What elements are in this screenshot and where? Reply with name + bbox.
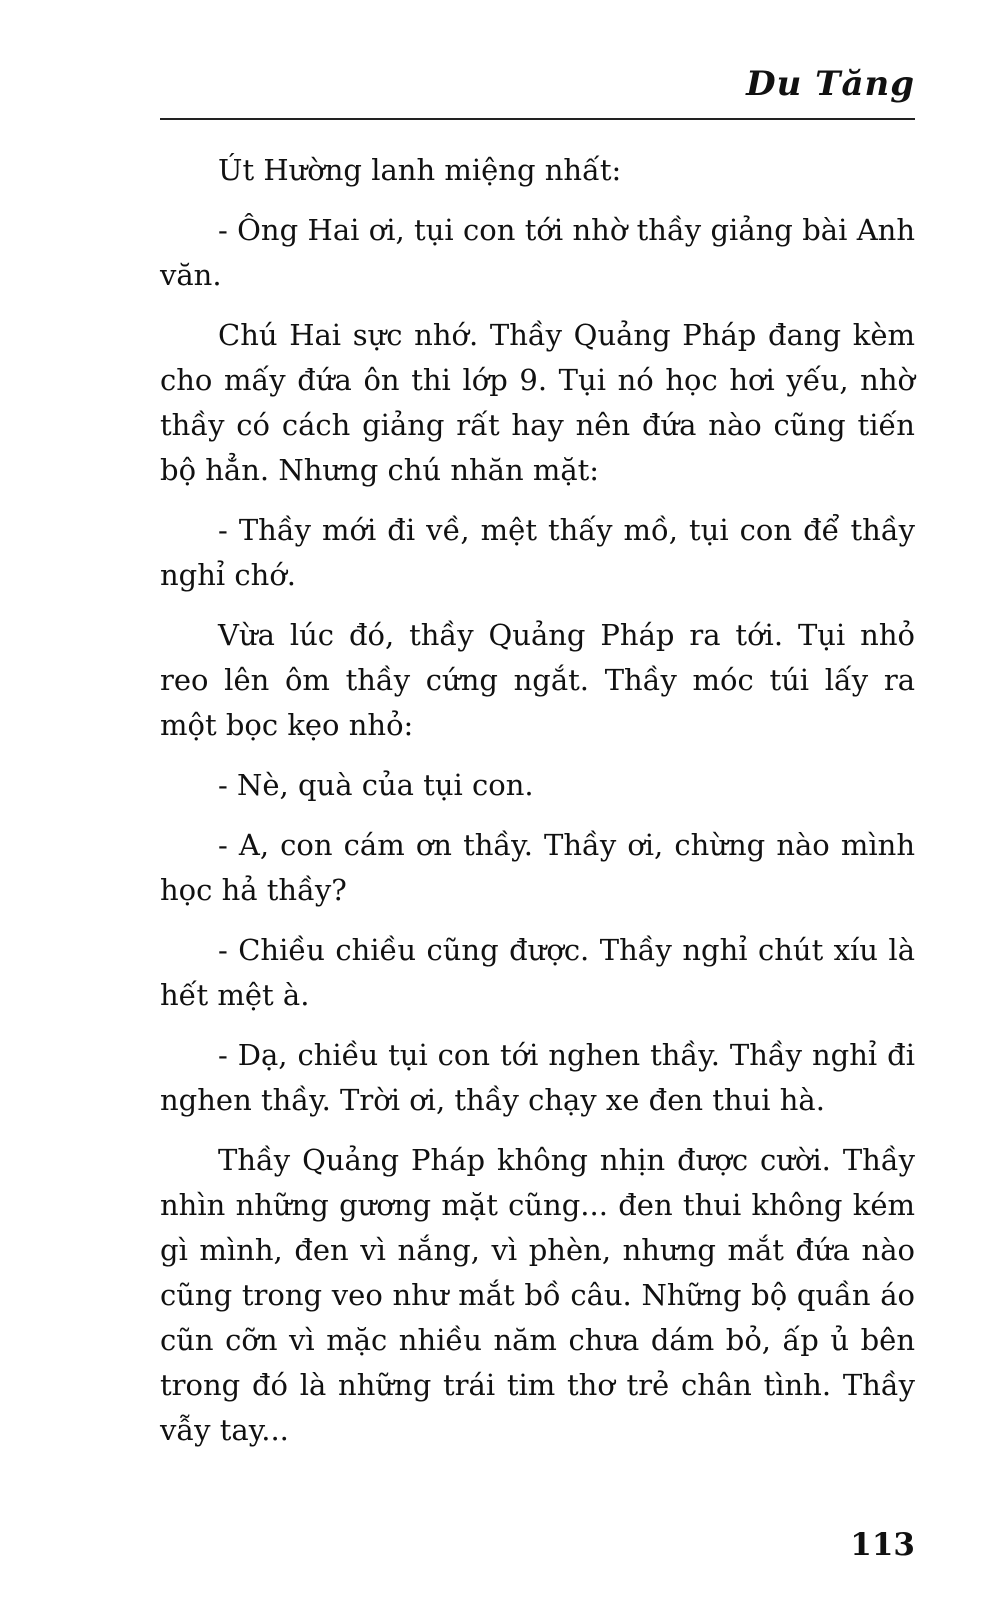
page-number: 113 [850, 1527, 915, 1563]
paragraph: Chú Hai sực nhớ. Thầy Quảng Pháp đang kèm cho mấy đứa ôn thi lớp 9. Tụi nó học hơi yếu, nhờ thầy có cách giảng rất hay nên đứa nào cũng tiến bộ hẳn. Nhưng chú nhăn mặt: [160, 318, 915, 487]
paragraph: - Thầy mới đi về, mệt thấy mồ, tụi con để thầy nghỉ chớ. [160, 513, 915, 592]
paragraph: - Dạ, chiều tụi con tới nghen thầy. Thầy nghỉ đi nghen thầy. Trời ơi, thầy chạy xe đen thui hà. [160, 1038, 915, 1117]
paragraph: Út Hường lanh miệng nhất: [218, 153, 622, 187]
running-header-title: Du Tăng [746, 64, 915, 104]
paragraph: Thầy Quảng Pháp không nhịn được cười. Thầy nhìn những gương mặt cũng... đen thui không kém gì mình, đen vì nắng, vì phèn, nhưng mắt đứa nào cũng trong veo như mắt bồ câu. Những bộ quần áo cũn cỡn vì mặc nhiều năm chưa dám bỏ, ấp ủ bên trong đó là những trái tim thơ trẻ chân tình. Thầy vẫy tay... [160, 1143, 915, 1447]
paragraph: - Ông Hai ơi, tụi con tới nhờ thầy giảng bài Anh văn. [160, 213, 915, 292]
paragraph: Vừa lúc đó, thầy Quảng Pháp ra tới. Tụi nhỏ reo lên ôm thầy cứng ngắt. Thầy móc túi lấy ra một bọc kẹo nhỏ: [160, 618, 915, 742]
paragraph: - A, con cám ơn thầy. Thầy ơi, chừng nào mình học hả thầy? [160, 828, 915, 907]
paragraph: - Chiều chiều cũng được. Thầy nghỉ chút xíu là hết mệt à. [160, 933, 915, 1012]
paragraph: - Nè, quà của tụi con. [218, 768, 534, 802]
page-body [160, 148, 915, 1468]
header-divider [160, 118, 915, 120]
